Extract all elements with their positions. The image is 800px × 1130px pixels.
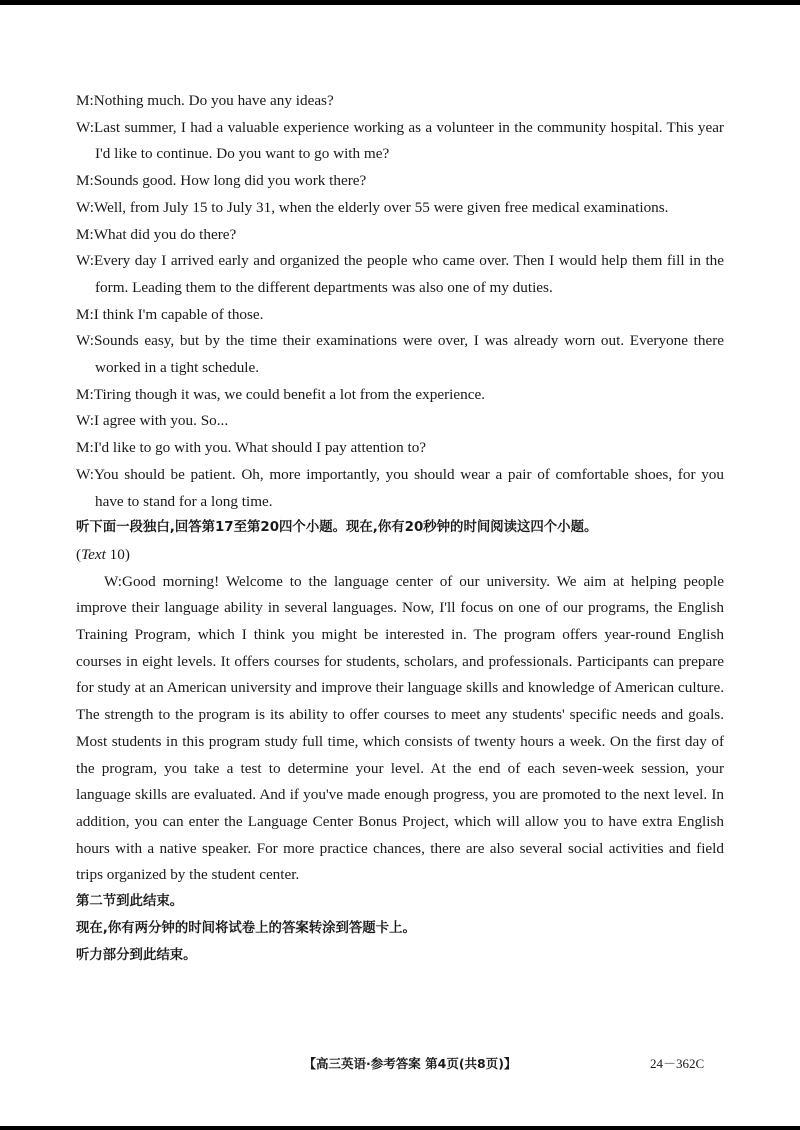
text10-number: 10) xyxy=(105,545,130,563)
monologue-paragraph: W:Good morning! Welcome to the language center of our university. We aim at helping people improve their language ability in several languages. Now, I'll focus on one of our programs, the English Training Program, which I think you might be interested in. The program offers year-round English courses in eight levels. It offers courses for students, scholars, and professionals. Participants can prepare for study at an American university and improve their language skills and knowledge of American culture. The strength to the program is its ability to offer courses to meet any students' specific needs and goals. Most students in this program study full time, which consists of twenty hours a week. On the first day of the program, you take a test to determine your level. At the end of each seven-week session, your language skills are evaluated. And if you've made enough progress, you are promoted to the next level. In addition, you can enter the Language Center Bonus Project, which will allow you to have extra English hours with a native speaker. For more practice chances, there are also several social activities and field trips organized by the student center. xyxy=(76,572,724,884)
footer-page-info: 【高三英语·参考答案 第4页(共8页)】 xyxy=(303,1056,517,1071)
text10-open: ( xyxy=(76,545,82,563)
dialogue-line: M:Nothing much. Do you have any ideas? xyxy=(76,92,334,109)
footer-exam-code: 24－362C xyxy=(650,1056,705,1071)
listening-end-note: 听力部分到此结束。 xyxy=(76,947,197,963)
dialogue-line: M:What did you do there? xyxy=(76,225,237,243)
text10-label xyxy=(76,542,724,569)
transfer-notice: 现在,你有两分钟的时间将试卷上的答案转涂到答题卡上。 xyxy=(76,920,416,936)
instruction-text10: 听下面一段独白,回答第17至第20四个小题。现在,你有20秒钟的时间阅读这四个小题。 xyxy=(76,520,598,536)
dialogue-line: M:I think I'm capable of those. xyxy=(76,305,264,323)
page-footer xyxy=(0,1053,800,1077)
dialogue-line: M:I'd like to go with you. What should I pay attention to? xyxy=(76,439,427,457)
dialogue-line: M:Sounds good. How long did you work there? xyxy=(76,172,367,190)
text10-word: Text xyxy=(81,545,106,563)
scan-top-border xyxy=(0,0,800,5)
dialogue-line: W:Every day I arrived early and organized the people who came over. Then I would help them fill in the form. Leading them to the different departments was also one of my duties. xyxy=(76,252,724,296)
scan-bottom-border xyxy=(0,1126,800,1130)
dialogue-line: W:Well, from July 15 to July 31, when the elderly over 55 were given free medical examinations. xyxy=(76,198,669,216)
dialogue-line: W:You should be patient. Oh, more importantly, you should wear a pair of comfortable shoes, for you have to stand for a long time. xyxy=(76,465,724,510)
section-end-note: 第二节到此结束。 xyxy=(76,894,184,910)
dialogue-line: W:Sounds easy, but by the time their examinations were over, I was already worn out. Everyone there worked in a tight schedule. xyxy=(76,332,724,377)
dialogue-line: M:Tiring though it was, we could benefit a lot from the experience. xyxy=(76,385,485,403)
dialogue-line: W:I agree with you. So... xyxy=(76,412,229,430)
dialogue-line: W:Last summer, I had a valuable experience working as a volunteer in the community hospital. This year I'd like to continue. Do you want to go with me? xyxy=(76,118,724,163)
answer-page xyxy=(76,88,724,969)
